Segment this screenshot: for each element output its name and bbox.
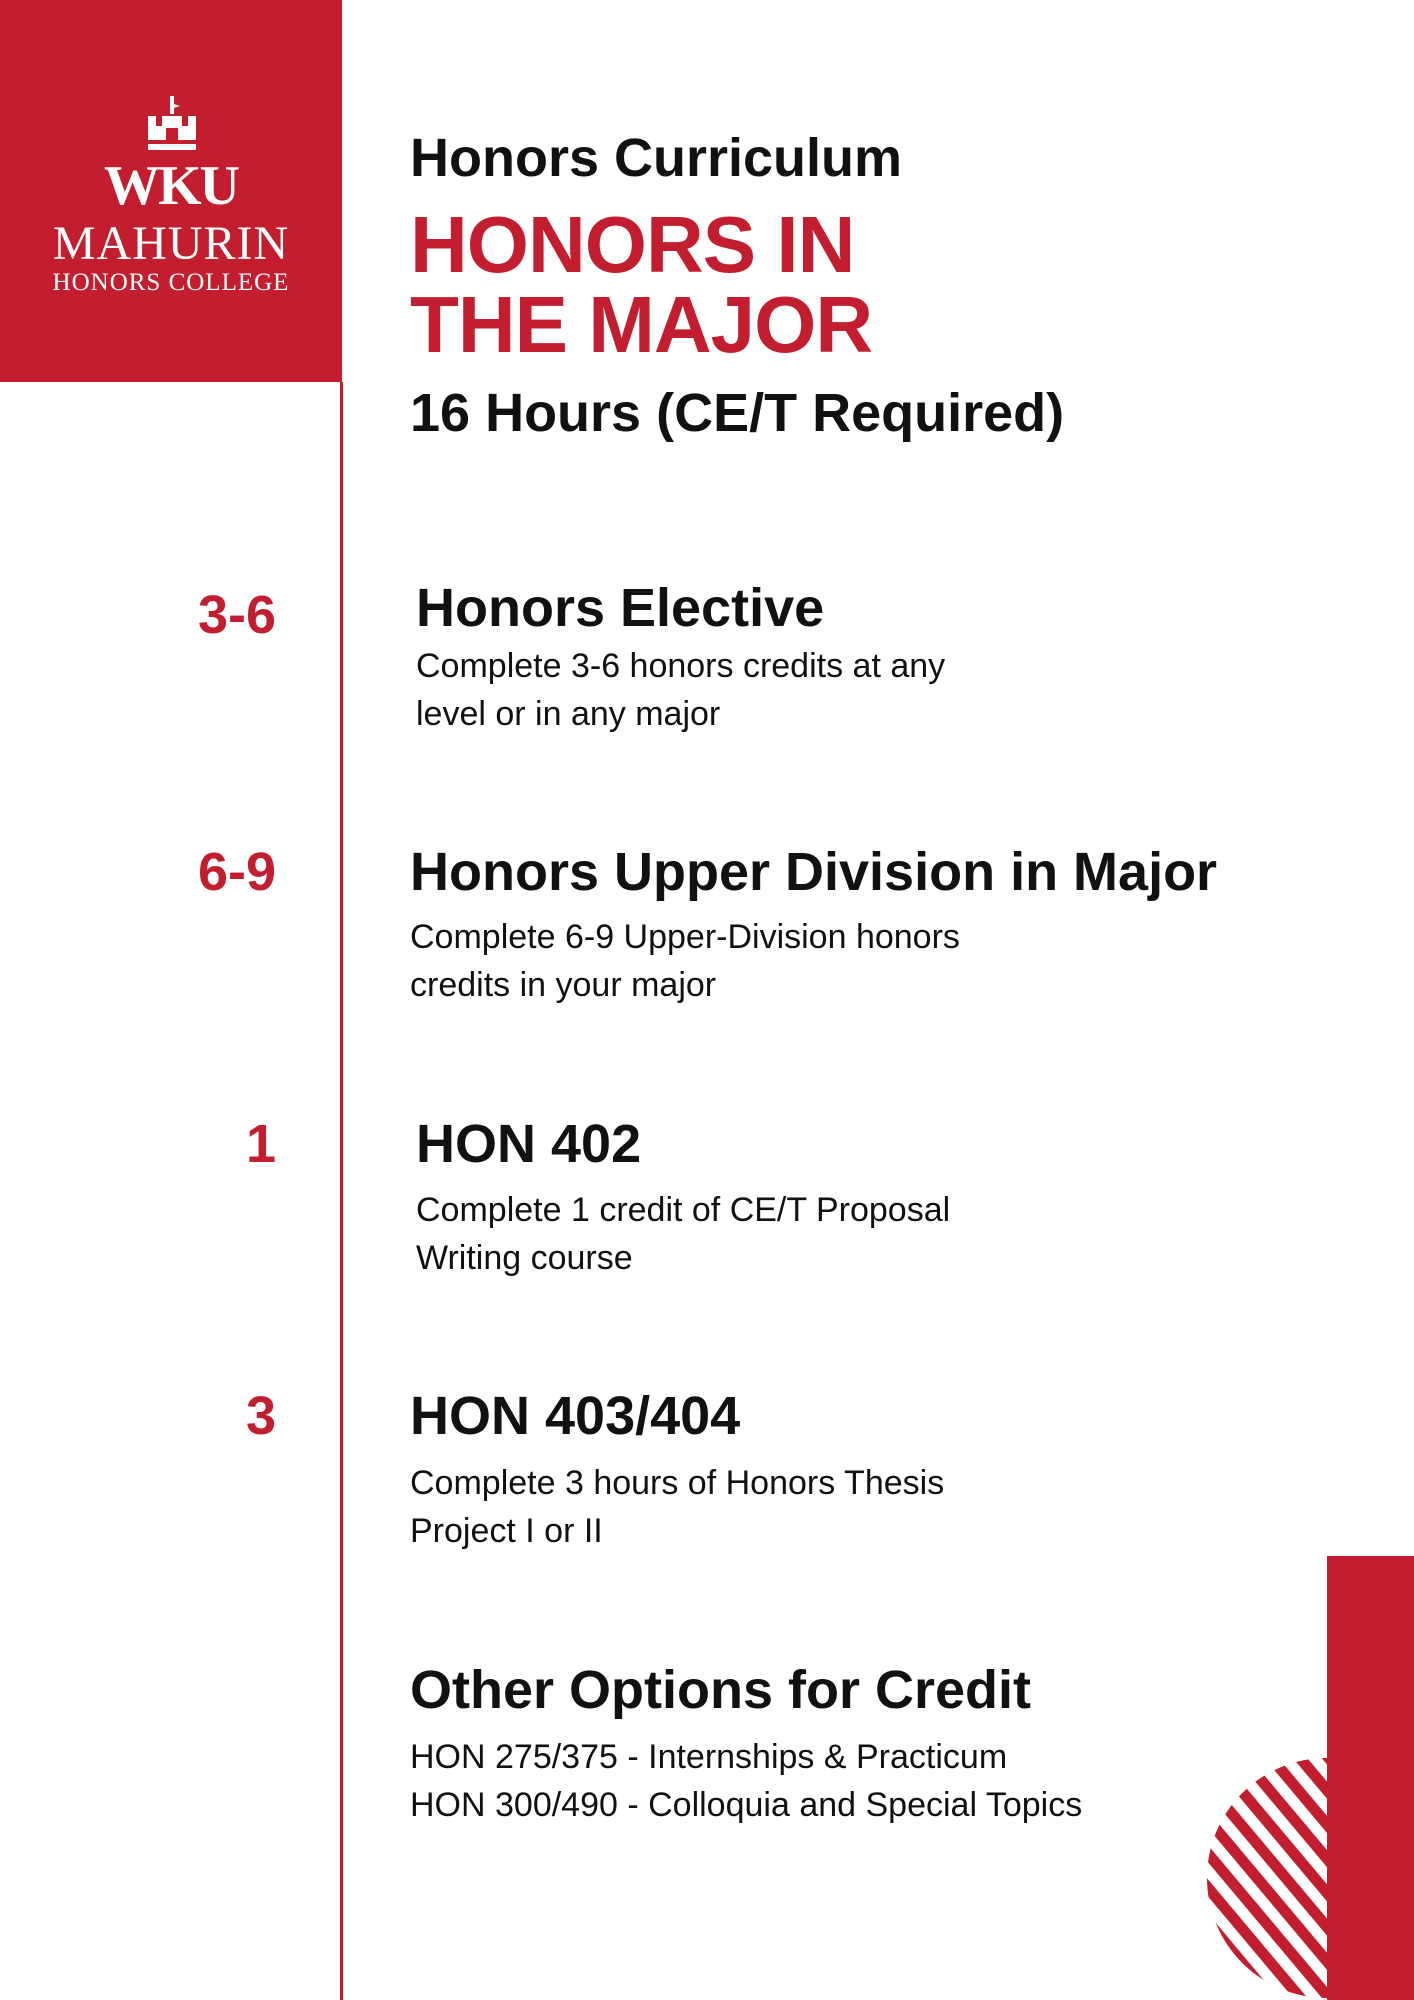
section-title: Honors Elective — [416, 578, 825, 638]
section-description — [410, 913, 960, 1009]
section-description — [416, 1186, 950, 1282]
section-title: Honors Upper Division in Major — [410, 842, 1218, 902]
section-description-line: Writing course — [416, 1239, 633, 1277]
divider-line — [340, 382, 343, 2000]
page-title — [410, 200, 1110, 369]
section-title: HON 402 — [416, 1114, 642, 1174]
section-description — [410, 1733, 1082, 1829]
section-credits: 3 — [245, 1386, 276, 1446]
total-hours: 16 Hours (CE/T Required) — [410, 383, 1065, 443]
logo-wku-text: WKU — [104, 155, 238, 217]
page-kicker: Honors Curriculum — [410, 128, 903, 188]
logo-block — [0, 0, 342, 382]
page-title-line-2: THE MAJOR — [410, 280, 873, 369]
section-description-line: credits in your major — [410, 966, 717, 1004]
striped-circle-decoration — [1205, 1756, 1414, 2000]
section-description-line: Complete 1 credit of CE/T Proposal — [416, 1191, 951, 1229]
page-title-line-1: HONORS IN — [410, 200, 855, 289]
section-description-line: level or in any major — [416, 695, 721, 733]
section-description-line: Complete 3 hours of Honors Thesis — [410, 1464, 945, 1502]
section-title: Other Options for Credit — [410, 1660, 1031, 1720]
logo-mahurin-text: MAHURIN — [52, 217, 290, 270]
section-title: HON 403/404 — [410, 1386, 741, 1446]
section-description-line: Project I or II — [410, 1512, 603, 1550]
section-credits: 6-9 — [197, 842, 276, 902]
section-credits: 3-6 — [197, 585, 276, 645]
logo-college-text: HONORS COLLEGE — [52, 269, 290, 296]
section-description-line: HON 275/375 - Internships & Practicum — [410, 1738, 1008, 1776]
section-description-line: Complete 3-6 honors credits at any — [416, 647, 946, 685]
section-description — [416, 642, 945, 738]
tower-icon — [146, 96, 198, 152]
section-description-line: Complete 6-9 Upper-Division honors — [410, 918, 960, 956]
section-credits: 1 — [245, 1114, 276, 1174]
section-description — [410, 1459, 944, 1555]
section-description-line: HON 300/490 - Colloquia and Special Topics — [410, 1786, 1083, 1824]
